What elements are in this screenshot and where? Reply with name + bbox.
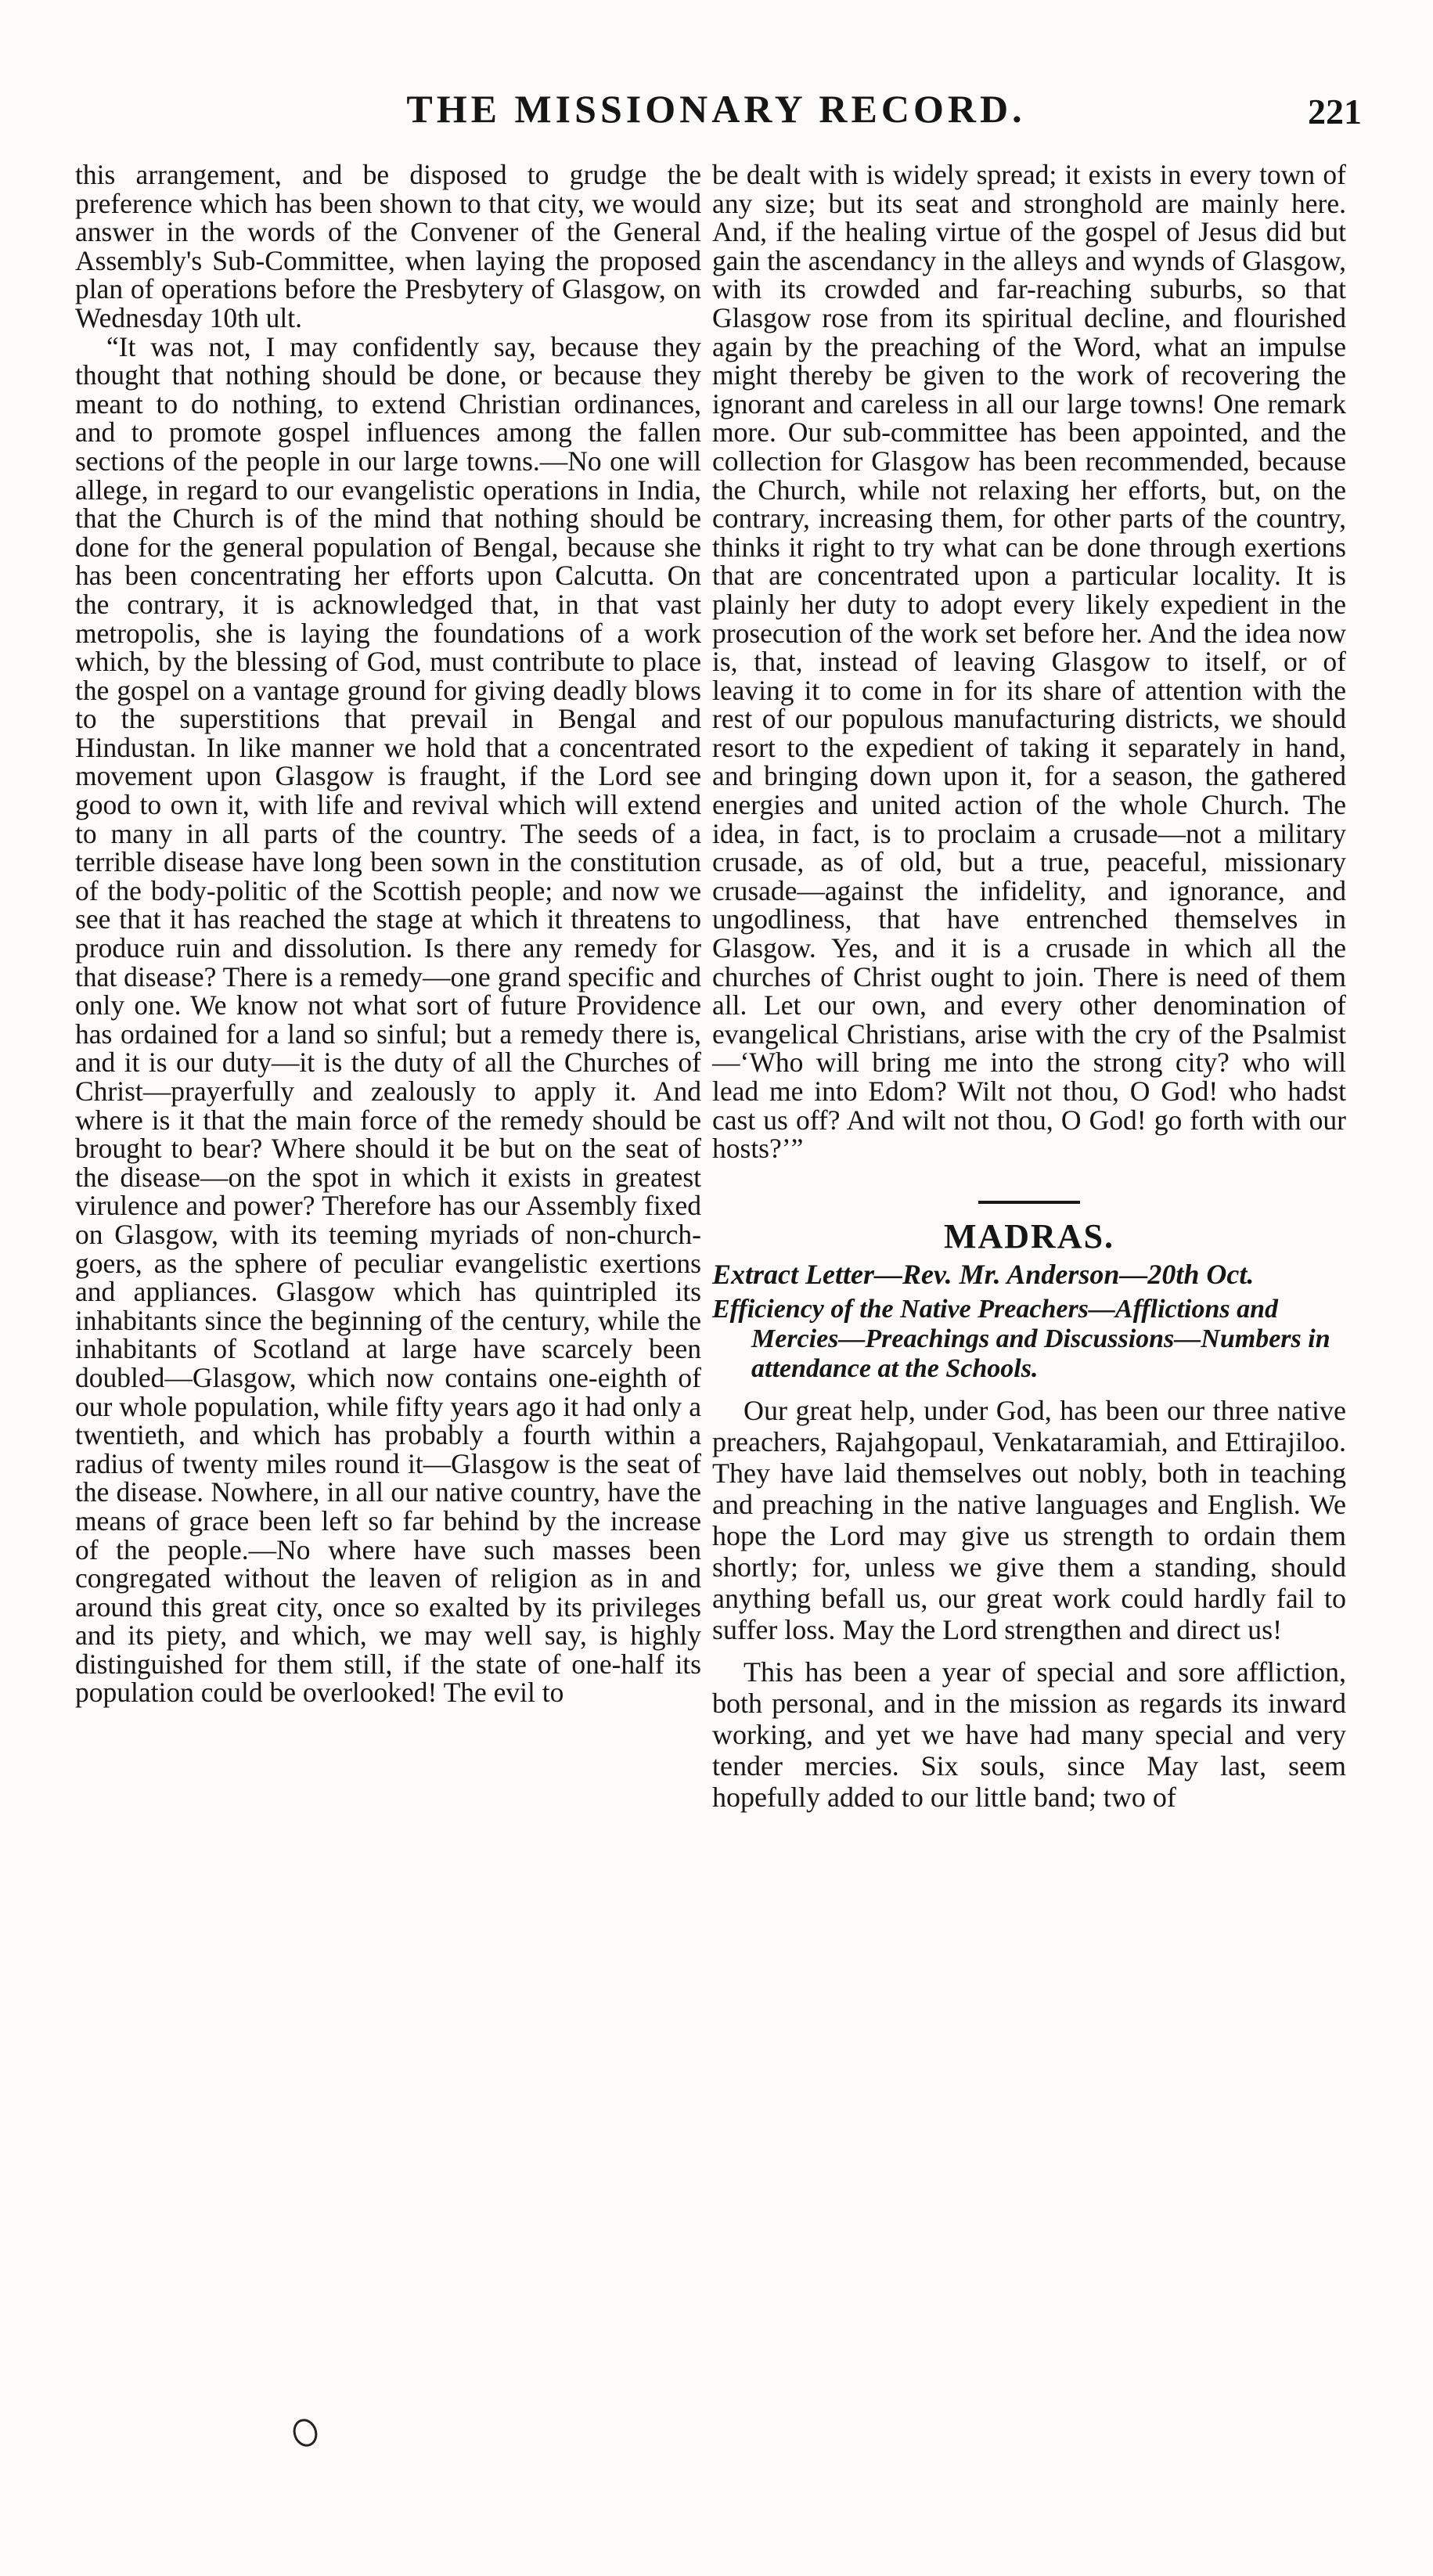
running-title: THE MISSIONARY RECORD.	[406, 87, 1026, 131]
subjects-heading: Efficiency of the Native Preachers—Afflictions and Mercies—Preachings and Discussions—Numbers in attendance at the Schools.	[712, 1295, 1330, 1384]
right-paragraph-2: Our great help, under God, has been our three native preachers, Rajahgopaul, Venkataramiah, and Ettirajiloo. They have laid themselves out nobly, both in teaching and preaching in the native languages and English. We hope the Lord may give us strength to ordain them shortly; for, unless we give them a standing, should anything befall us, our great work could hardly fail to suffer loss. May the Lord strengthen and direct us!	[712, 1395, 1346, 1646]
left-paragraph-2: “It was not, I may confidently say, because they thought that nothing should be done, or because they meant to do nothing, to extend Christian ordinances, and to promote gospel influences among the fallen sections of the people in our large towns.—No one will allege, in regard to our evangelistic operations in India, that the Church is of the mind that nothing should be done for the general population of Bengal, because she has been concentrating her efforts upon Calcutta. On the contrary, it is acknowledged that, in that vast metropolis, she is laying the foundations of a work which, by the blessing of God, must contribute to place the gospel on a vantage ground for giving deadly blows to the superstitions that prevail in Bengal and Hindustan. In like manner we hold that a concentrated movement upon Glasgow is fraught, if the Lord see good to own it, with life and revival which will extend to many in all parts of the country. The seeds of a terrible disease have long been sown in the constitution of the body-politic of the Scottish people; and now we see that it has reached the stage at which it threatens to produce ruin and dissolution. Is there any remedy for that disease? There is a remedy—one grand specific and only one. We know not what sort of future Providence has ordained for a land so sinful; but a remedy there is, and it is our duty—it is the duty of all the Churches of Christ—prayerfully and zealously to apply it. And where is it that the main force of the remedy should be brought to bear? Where should it be but on the seat of the disease—on the spot in which it exists in greatest virulence and power? Therefore has our Assembly fixed on Glasgow, with its teeming myriads of non-church-goers, as the sphere of peculiar evangelistic exertions and appliances. Glasgow which has quintripled its inhabitants since the beginning of the century, while the inhabitants of Scotland at large have scarcely been doubled—Glasgow, which now contains one-eighth of our whole population, while fifty years ago it had only a twentieth, and which has probably a fourth within a radius of twenty miles round it—Glasgow is the seat of the disease. Nowhere, in all our native country, have the means of grace been left so far behind by the increase of the people.—No where have such masses been congregated without the leaven of religion as in and around this great city, once so exalted by its privileges and its piety, and which, we may well say, is highly distinguished for them still, if the state of one-half its population could be overlooked! The evil to	[75, 330, 701, 1709]
extract-heading: Extract Letter—Rev. Mr. Anderson—20th Oct.	[712, 1259, 1255, 1291]
left-paragraph-1: this arrangement, and be disposed to grudge the preference which has been shown to that city, we would answer in the words of the Convener of the General Assembly's Sub-Committee, when laying the proposed plan of operations before the Presbytery of Glasgow, on Wednesday 10th ult.	[75, 159, 701, 333]
page-number: 221	[1308, 92, 1362, 132]
left-column	[75, 160, 701, 1707]
right-paragraph-1: be dealt with is widely spread; it exists in every town of any size; but its seat and stronghold are mainly here. And, if the healing virtue of the gospel of Jesus did but gain the ascendancy in the alleys and wynds of Glasgow, with its crowded and far-reaching suburbs, so that Glasgow rose from its spiritual decline, and flourished again by the preaching of the Word, what an impulse might thereby be given to the work of recovering the ignorant and careless in all our large towns! One remark more. Our sub-committee has been appointed, and the collection for Glasgow has been recommended, because the Church, while not relaxing her efforts, but, on the contrary, increasing them, for other parts of the country, thinks it right to try what can be done through exertions that are concentrated upon a particular locality. It is plainly her duty to adopt every likely expedient in the prosecution of the work set before her. And the idea now is, that, instead of leaving Glasgow to itself, or of leaving it to come in for its share of attention with the rest of our populous manufacturing districts, we should resort to the expedient of taking it separately in hand, and bringing down upon it, for a season, the gathered energies and united action of the whole Church. The idea, in fact, is to proclaim a crusade—not a military crusade, as of old, but a true, peaceful, missionary crusade—against the infidelity, and ignorance, and ungodliness, that have entrenched themselves in Glasgow. Yes, and it is a crusade in which all the churches of Christ ought to join. There is need of them all. Let our own, and every other denomination of evangelical Christians, arise with the cry of the Psalmist—‘Who will bring me into the strong city? who will lead me into Edom? Wilt not thou, O God! who hadst cast us off? And wilt not thou, O God! go forth with our hosts?’”	[712, 159, 1346, 1165]
right-paragraph-3: This has been a year of special and sore affliction, both personal, and in the mission as regards its inward working, and yet we have had many special and very tender mercies. Six souls, since May last, seem hopefully added to our little band; two of	[712, 1656, 1346, 1814]
right-column	[712, 160, 1346, 1813]
section-divider	[978, 1201, 1080, 1204]
section-title: MADRAS.	[943, 1216, 1115, 1256]
running-head	[70, 86, 1362, 141]
ink-mark	[290, 2416, 322, 2450]
